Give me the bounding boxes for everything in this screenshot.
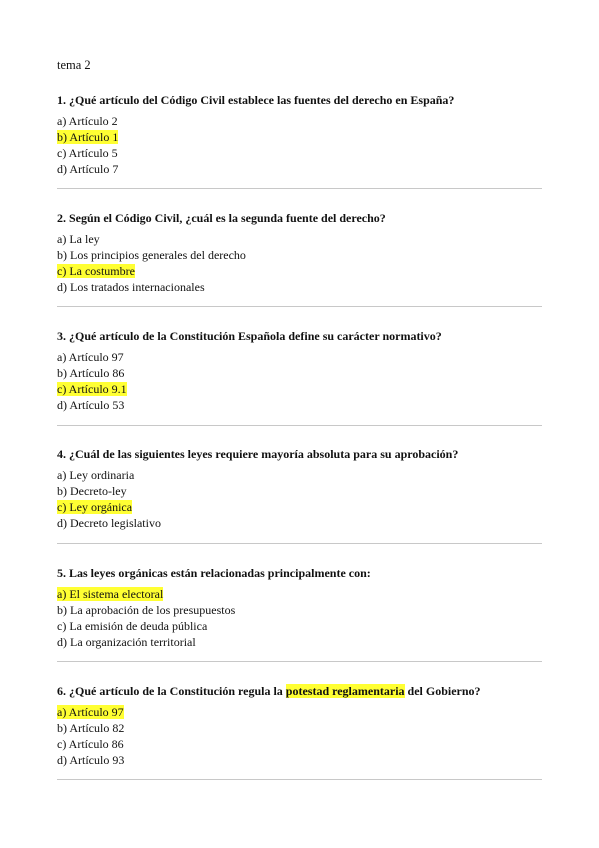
option-b: b) Los principios generales del derecho <box>57 248 246 262</box>
option-b-highlighted: b) Artículo 1 <box>57 130 119 144</box>
option-c-highlighted: c) La costumbre <box>57 264 135 278</box>
option-a: a) Artículo 97 <box>57 350 124 364</box>
question-5 <box>57 565 542 650</box>
question-text-highlight: potestad reglamentaria <box>285 684 405 698</box>
question-2 <box>57 210 542 295</box>
option-c-highlighted: c) Ley orgánica <box>57 500 133 514</box>
question-text-part: 3. ¿Qué artículo de la Constitución Española define su carácter normativo? <box>57 329 442 343</box>
question-text <box>57 92 542 108</box>
question-text-part: 6. ¿Qué artículo de la Constitución regula la <box>57 684 286 698</box>
divider <box>57 188 542 189</box>
question-text-part: 2. Según el Código Civil, ¿cuál es la segunda fuente del derecho? <box>57 211 386 225</box>
question-text <box>57 210 542 226</box>
option-b: b) Artículo 82 <box>57 721 125 735</box>
question-text <box>57 446 542 462</box>
divider <box>57 425 542 426</box>
question-1 <box>57 92 542 177</box>
question-3 <box>57 328 542 413</box>
option-c: c) Artículo 5 <box>57 146 118 160</box>
option-d: d) Artículo 53 <box>57 398 125 412</box>
option-a: a) Artículo 2 <box>57 114 118 128</box>
divider <box>57 779 542 780</box>
option-a-highlighted: a) El sistema electoral <box>57 587 164 601</box>
question-6 <box>57 683 542 768</box>
question-text-part: 4. ¿Cuál de las siguientes leyes requiere mayoría absoluta para su aprobación? <box>57 447 459 461</box>
option-d: d) Artículo 7 <box>57 162 119 176</box>
option-b: b) Decreto-ley <box>57 484 127 498</box>
question-text-part: 5. Las leyes orgánicas están relacionadas principalmente con: <box>57 566 371 580</box>
option-d: d) Los tratados internacionales <box>57 280 205 294</box>
option-b: b) La aprobación de los presupuestos <box>57 603 236 617</box>
option-d: d) Decreto legislativo <box>57 516 161 530</box>
option-a: a) La ley <box>57 232 100 246</box>
divider <box>57 306 542 307</box>
option-c: c) Artículo 86 <box>57 737 124 751</box>
document-title: tema 2 <box>57 58 91 72</box>
question-4 <box>57 446 542 531</box>
option-a-highlighted: a) Artículo 97 <box>57 705 124 719</box>
question-text <box>57 683 542 699</box>
divider <box>57 543 542 544</box>
option-d: d) La organización territorial <box>57 635 196 649</box>
option-b: b) Artículo 86 <box>57 366 125 380</box>
option-c-highlighted: c) Artículo 9.1 <box>57 382 127 396</box>
option-c: c) La emisión de deuda pública <box>57 619 208 633</box>
option-a: a) Ley ordinaria <box>57 468 135 482</box>
question-text-part: 1. ¿Qué artículo del Código Civil establece las fuentes del derecho en España? <box>57 93 455 107</box>
divider <box>57 661 542 662</box>
option-d: d) Artículo 93 <box>57 753 125 767</box>
question-text <box>57 328 542 344</box>
question-text-part: del Gobierno? <box>404 684 481 698</box>
question-text <box>57 565 542 581</box>
